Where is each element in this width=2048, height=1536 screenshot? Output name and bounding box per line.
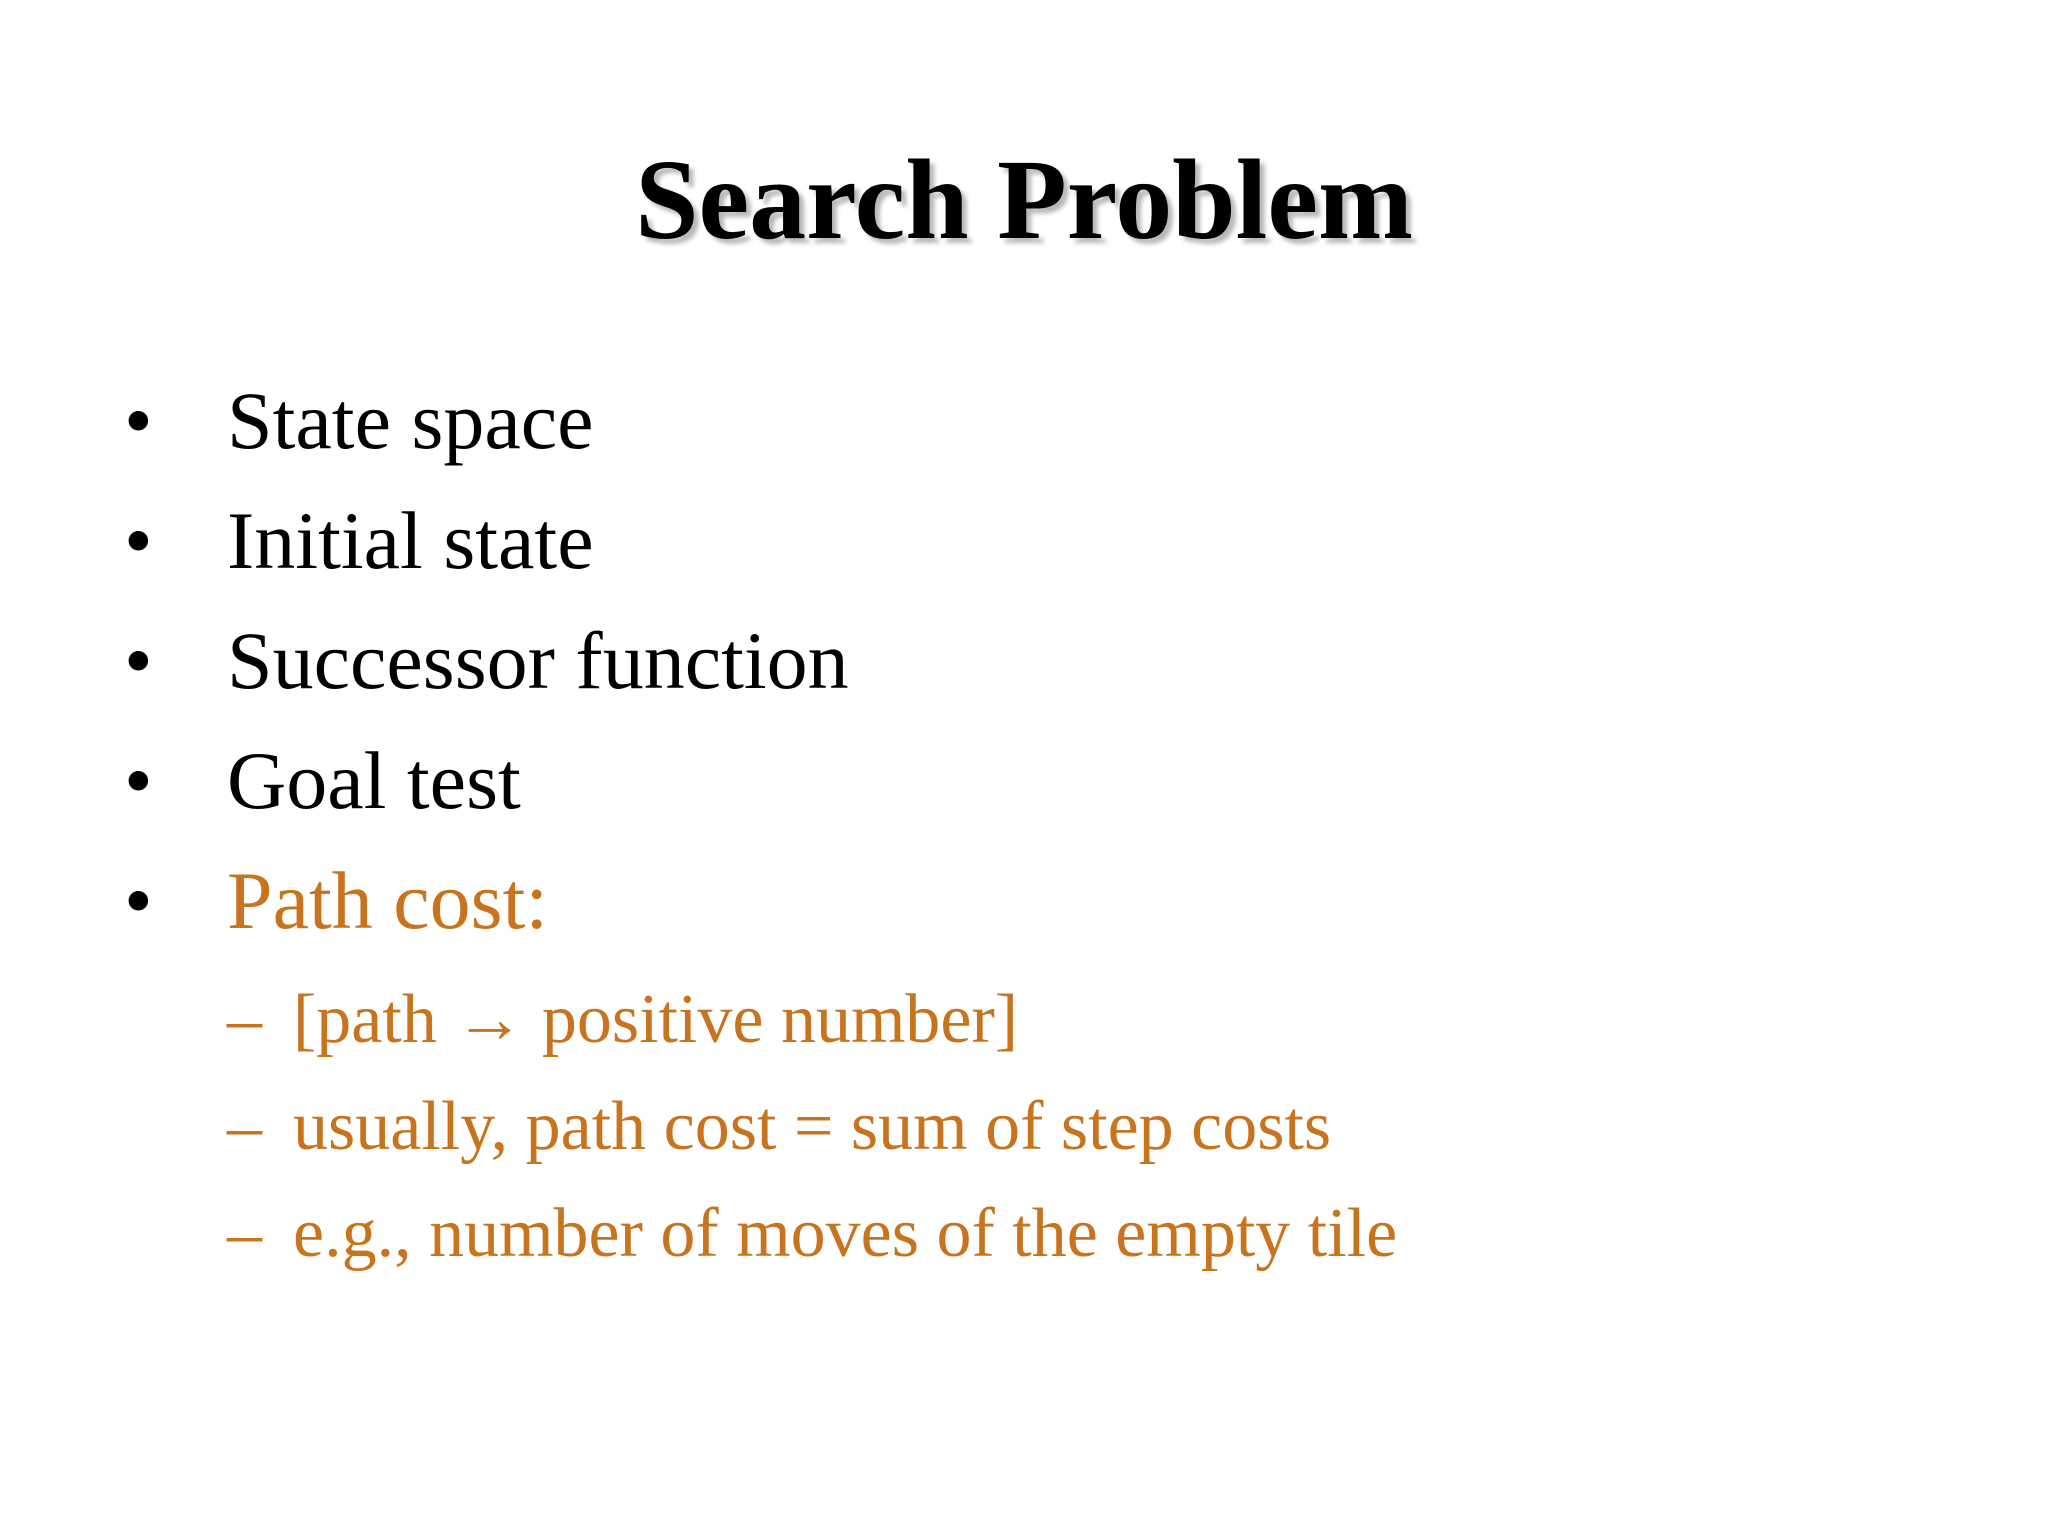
- bullet-text: Path cost:: [227, 855, 549, 946]
- slide-title: Search Problem: [635, 136, 1413, 263]
- bullet-text: Goal test: [227, 735, 521, 826]
- sub-bullet-item-path-mapping: [227, 975, 1927, 1065]
- bullet-item-goal-test: [0, 726, 1800, 836]
- bullet-marker: •: [124, 855, 153, 946]
- sub-bullet-marker: –: [227, 1088, 262, 1165]
- sub-bullet-text: usually, path cost = sum of step costs: [293, 1088, 1332, 1165]
- bullet-item-state-space: [0, 366, 1800, 476]
- bullet-marker: •: [124, 375, 153, 466]
- bullet-item-successor-function: [0, 606, 1800, 716]
- bullet-text: State space: [227, 375, 594, 466]
- sub-bullet-item-example: [227, 1189, 1927, 1279]
- bullet-item-path-cost: [0, 846, 1800, 956]
- sub-bullet-marker: –: [227, 1195, 262, 1272]
- bullet-text: Successor function: [227, 615, 849, 706]
- bullet-item-initial-state: [0, 486, 1800, 596]
- bullet-marker: •: [124, 495, 153, 586]
- sub-bullet-item-sum-of-step-costs: [227, 1082, 1927, 1172]
- sub-bullet-marker: –: [227, 981, 262, 1058]
- sub-bullet-text: e.g., number of moves of the empty tile: [293, 1195, 1398, 1272]
- bullet-marker: •: [124, 615, 153, 706]
- bullet-marker: •: [124, 735, 153, 826]
- sub-bullet-text: [path → positive number]: [293, 981, 1019, 1058]
- bullet-text: Initial state: [227, 495, 594, 586]
